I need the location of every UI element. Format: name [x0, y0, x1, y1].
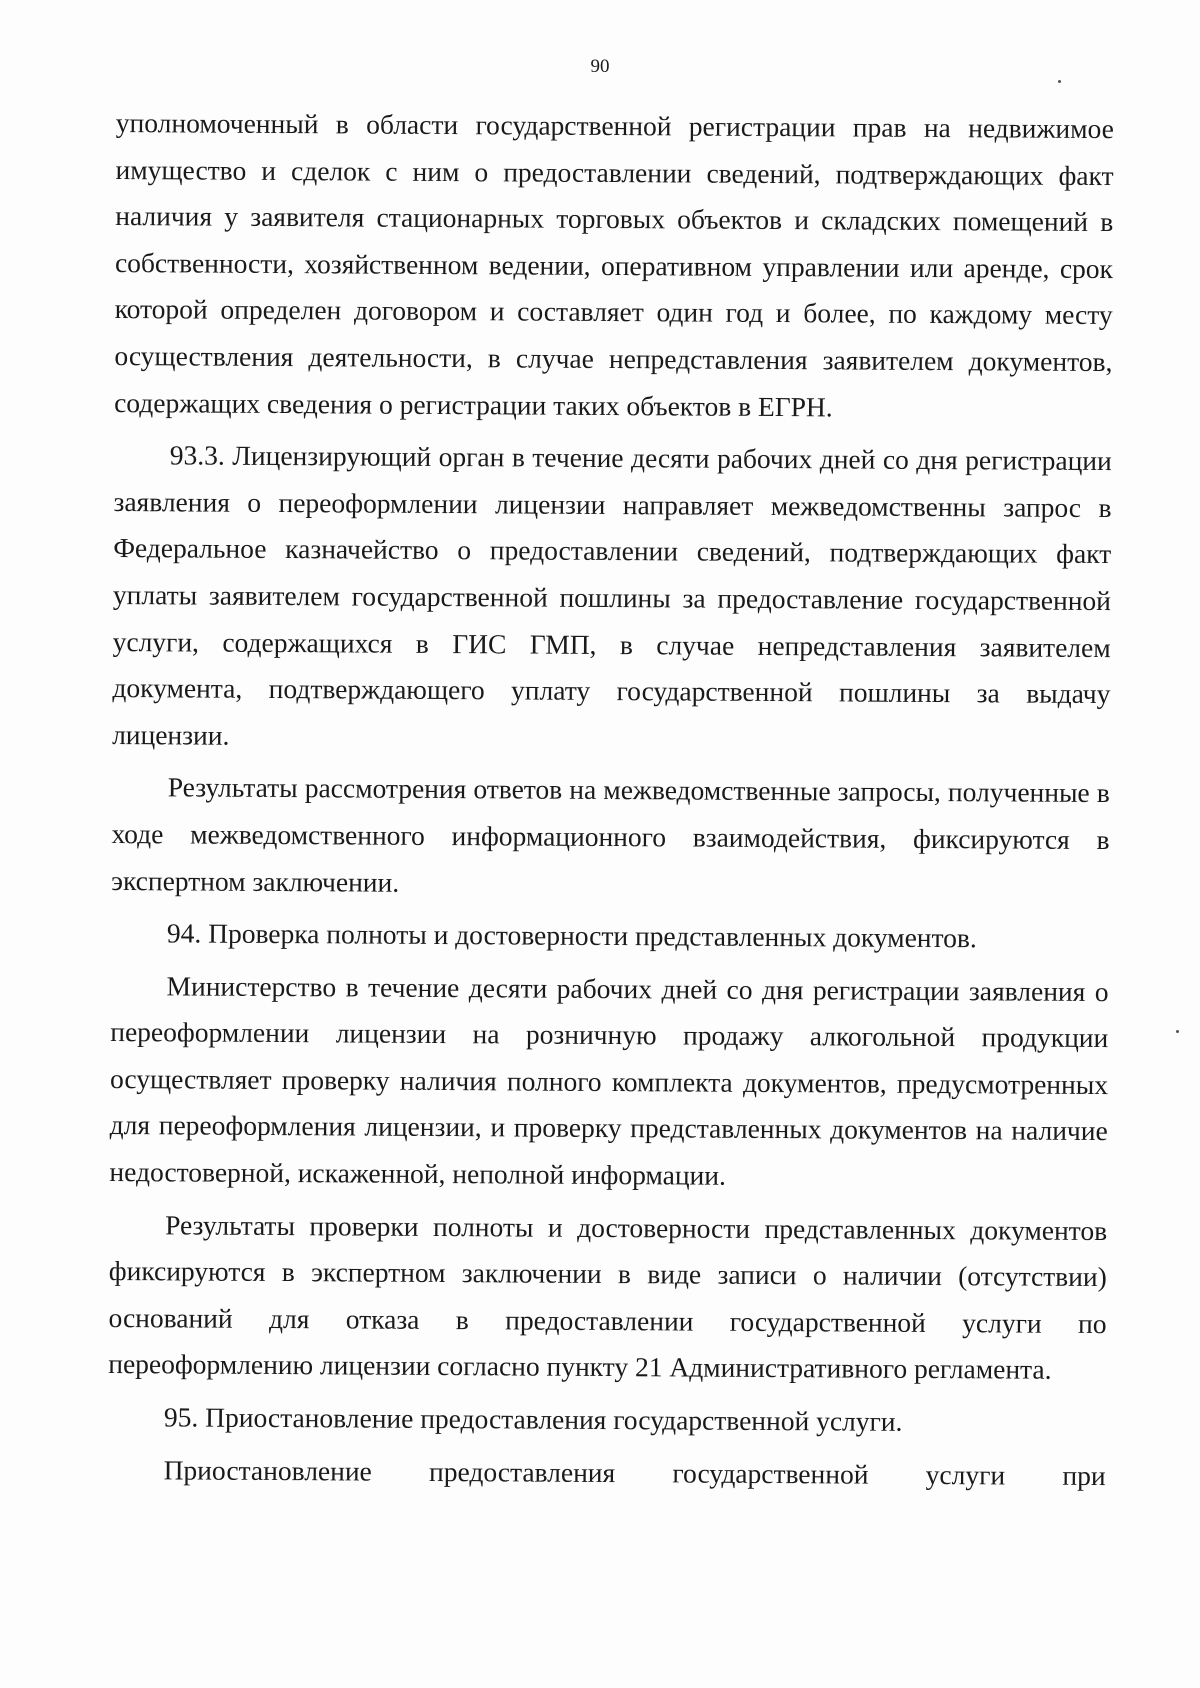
page-number: 90: [590, 56, 610, 77]
scan-speck: [1176, 1030, 1179, 1033]
paragraph-results-requests: Результаты рассмотрения ответов на межведомственные запросы, полученные в ходе межведомственного информационного взаимодействия, фиксируются в экспертном заключении.: [111, 771, 1110, 898]
document-body: [107, 100, 1114, 1505]
paragraph-93-3: 93.3. Лицензирующий орган в течение десяти рабочих дней со дня регистрации заявления о переоформлении лицензии направляет межведомственны запрос в Федеральное казначейство о предоставлении сведений, подтверждающих факт уплаты заявителем государственной пошлины за предоставление государственной услуги, содержащихся в ГИС ГМП, в случае непредставления заявителем документа, подтверждающего уплату государственной пошлины за выдачу лицензии.: [112, 439, 1112, 751]
paragraph-suspension: Приостановление предоставления государственной услуги при: [163, 1453, 1106, 1491]
paragraph-results-check: Результаты проверки полноты и достоверности представленных документов фиксируются в экспертном заключении в виде записи о наличии (отсутствии) оснований для отказа в предоставлении государственной услуги по переоформлению лицензии согласно пункту 21 Административного регламента.: [108, 1208, 1108, 1386]
paragraph-94-heading: 94. Проверка полноты и достоверности представленных документов.: [166, 917, 977, 954]
paragraph-ministry-check: Министерство в течение десяти рабочих дней со дня регистрации заявления о переоформлении лицензии на розничную продажу алкогольной продукции осуществляет проверку наличия полного комплекта документов, предусмотренных для переоформления лицензии, и проверку представленных документов на наличие недостоверной, искаженной, неполной информации.: [109, 970, 1109, 1191]
paragraph-continuation: уполномоченный в области государственной регистрации прав на недвижимое имущество и сделок с ним о предоставлении сведений, подтверждающих факт наличия у заявителя стационарных торговых объектов и складских помещений в собственности, хозяйственном ведении, оперативном управлении или аренде, срок которой определен договором и составляет один год и более, по каждому месту осуществления деятельности, в случае непредставления заявителем документов, содержащих сведения о регистрации таких объектов в ЕГРН.: [114, 106, 1114, 422]
scan-speck: [1058, 80, 1061, 83]
paragraph-95-heading: 95. Приостановление предоставления государственной услуги.: [163, 1401, 903, 1437]
